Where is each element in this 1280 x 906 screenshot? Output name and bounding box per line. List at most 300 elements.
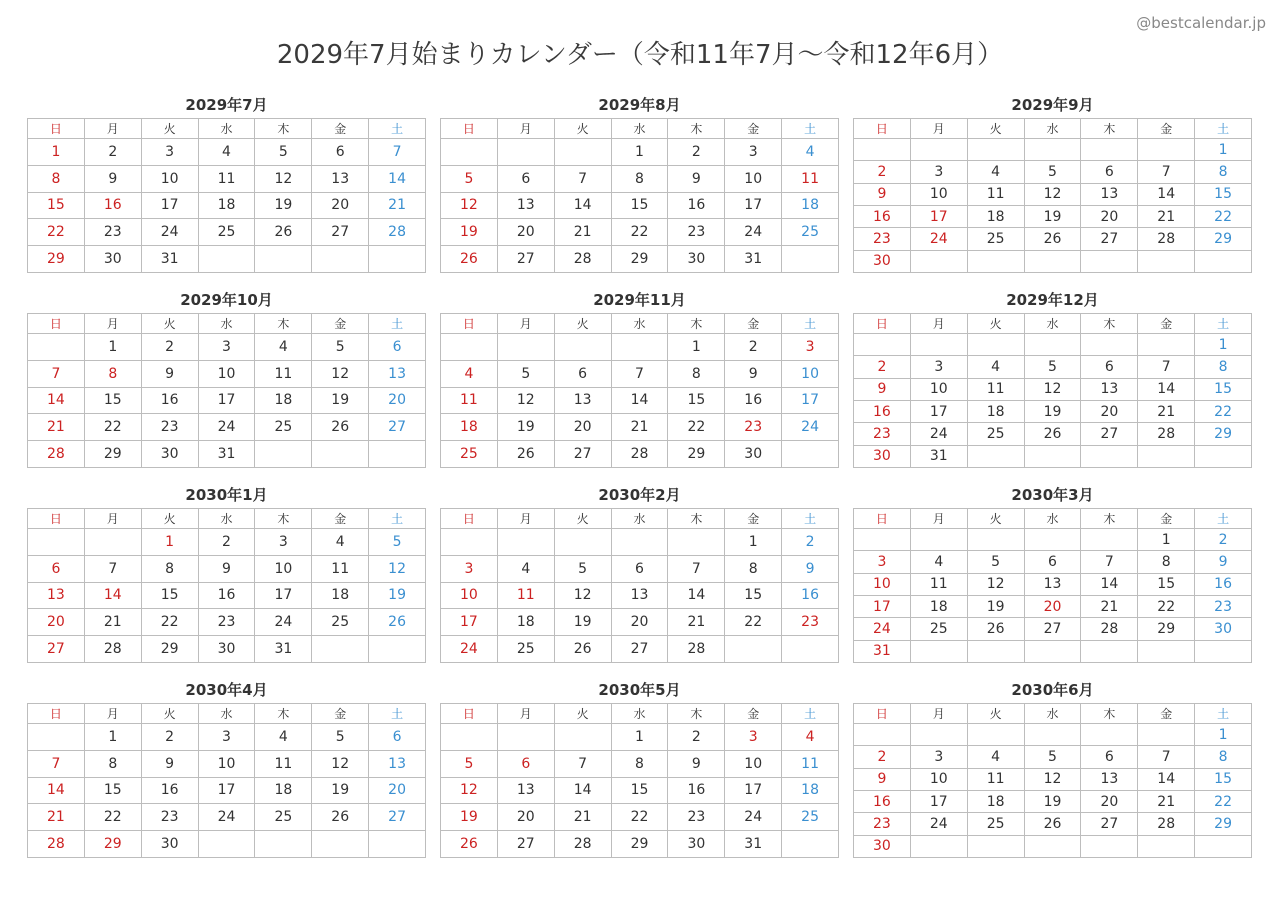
day-cell: 4 <box>255 724 312 751</box>
weekday-header: 水 <box>199 119 256 139</box>
month-title: 2029年7月 <box>185 96 268 114</box>
day-cell: 4 <box>782 724 839 751</box>
day-cell: 20 <box>1081 206 1138 228</box>
day-cell: 6 <box>498 751 555 778</box>
month-calendar <box>27 92 426 273</box>
empty-cell <box>1138 724 1195 746</box>
day-cell: 6 <box>498 166 555 193</box>
day-cell: 27 <box>612 636 669 663</box>
day-cell: 7 <box>555 751 612 778</box>
day-cell: 11 <box>782 751 839 778</box>
month-title: 2029年8月 <box>598 96 681 114</box>
weekday-header: 木 <box>255 314 312 334</box>
day-cell: 30 <box>668 246 725 273</box>
day-cell: 16 <box>85 193 142 220</box>
day-cell: 18 <box>968 206 1025 228</box>
empty-cell <box>555 139 612 166</box>
month-grid <box>853 703 1252 858</box>
day-cell: 20 <box>1081 791 1138 813</box>
day-cell: 1 <box>1195 334 1252 356</box>
empty-cell <box>612 334 669 361</box>
weekday-header: 水 <box>1025 119 1082 139</box>
weekday-header: 土 <box>369 314 426 334</box>
day-cell: 2 <box>854 161 911 183</box>
empty-cell <box>369 831 426 858</box>
day-cell: 6 <box>555 361 612 388</box>
empty-cell <box>555 334 612 361</box>
weekday-header: 火 <box>142 314 199 334</box>
weekday-header: 金 <box>312 704 369 724</box>
day-cell: 25 <box>968 813 1025 835</box>
day-cell: 27 <box>1081 423 1138 445</box>
day-cell: 13 <box>498 778 555 805</box>
day-cell: 4 <box>498 556 555 583</box>
empty-cell <box>782 831 839 858</box>
weekday-header: 日 <box>854 314 911 334</box>
day-cell: 13 <box>369 751 426 778</box>
month-grid <box>853 118 1252 273</box>
day-cell: 14 <box>28 388 85 415</box>
day-cell: 30 <box>142 831 199 858</box>
weekday-header: 木 <box>255 509 312 529</box>
day-cell: 18 <box>199 193 256 220</box>
day-cell: 5 <box>441 751 498 778</box>
day-cell: 9 <box>668 166 725 193</box>
empty-cell <box>441 529 498 556</box>
weekday-header: 月 <box>85 704 142 724</box>
empty-cell <box>312 441 369 468</box>
day-cell: 5 <box>312 724 369 751</box>
day-cell: 17 <box>911 401 968 423</box>
day-cell: 1 <box>612 139 669 166</box>
weekday-header: 日 <box>854 119 911 139</box>
day-cell: 28 <box>28 831 85 858</box>
day-cell: 22 <box>85 414 142 441</box>
day-cell: 15 <box>85 388 142 415</box>
day-cell: 8 <box>85 751 142 778</box>
day-cell: 11 <box>255 361 312 388</box>
empty-cell <box>369 246 426 273</box>
day-cell: 3 <box>199 724 256 751</box>
day-cell: 2 <box>668 724 725 751</box>
empty-cell <box>911 334 968 356</box>
empty-cell <box>911 529 968 551</box>
day-cell: 26 <box>555 636 612 663</box>
day-cell: 27 <box>369 804 426 831</box>
day-cell: 19 <box>441 804 498 831</box>
weekday-header: 水 <box>1025 314 1082 334</box>
month-title: 2029年10月 <box>180 291 273 309</box>
day-cell: 19 <box>968 596 1025 618</box>
day-cell: 22 <box>668 414 725 441</box>
day-cell: 13 <box>28 583 85 610</box>
empty-cell <box>255 441 312 468</box>
day-cell: 29 <box>1195 228 1252 250</box>
day-cell: 22 <box>142 609 199 636</box>
month-calendar <box>853 287 1252 468</box>
day-cell: 20 <box>612 609 669 636</box>
weekday-header: 月 <box>911 704 968 724</box>
day-cell: 7 <box>85 556 142 583</box>
day-cell: 5 <box>555 556 612 583</box>
month-calendar <box>440 677 839 858</box>
empty-cell <box>1138 836 1195 858</box>
month-calendar <box>440 92 839 273</box>
weekday-header: 木 <box>1081 704 1138 724</box>
day-cell: 9 <box>142 361 199 388</box>
day-cell: 31 <box>255 636 312 663</box>
day-cell: 30 <box>1195 618 1252 640</box>
day-cell: 1 <box>612 724 669 751</box>
day-cell: 7 <box>1138 161 1195 183</box>
day-cell: 10 <box>725 751 782 778</box>
empty-cell <box>1138 334 1195 356</box>
month-title: 2029年12月 <box>1006 291 1099 309</box>
day-cell: 8 <box>668 361 725 388</box>
empty-cell <box>1025 251 1082 273</box>
day-cell: 12 <box>1025 184 1082 206</box>
day-cell: 1 <box>85 334 142 361</box>
weekday-header: 水 <box>612 314 669 334</box>
day-cell: 23 <box>85 219 142 246</box>
day-cell: 17 <box>725 778 782 805</box>
day-cell: 11 <box>312 556 369 583</box>
weekday-header: 土 <box>1195 704 1252 724</box>
day-cell: 17 <box>911 791 968 813</box>
day-cell: 20 <box>555 414 612 441</box>
empty-cell <box>255 246 312 273</box>
empty-cell <box>199 246 256 273</box>
weekday-header: 月 <box>911 119 968 139</box>
weekday-header: 日 <box>28 704 85 724</box>
day-cell: 5 <box>369 529 426 556</box>
weekday-header: 水 <box>612 119 669 139</box>
day-cell: 6 <box>1081 746 1138 768</box>
day-cell: 13 <box>612 583 669 610</box>
weekday-header: 金 <box>725 704 782 724</box>
month-grid <box>440 703 839 858</box>
weekday-header: 日 <box>28 119 85 139</box>
day-cell: 28 <box>555 831 612 858</box>
day-cell: 15 <box>1195 769 1252 791</box>
day-cell: 5 <box>498 361 555 388</box>
day-cell: 18 <box>312 583 369 610</box>
day-cell: 18 <box>441 414 498 441</box>
empty-cell <box>911 251 968 273</box>
day-cell: 10 <box>911 379 968 401</box>
day-cell: 23 <box>668 219 725 246</box>
day-cell: 20 <box>312 193 369 220</box>
day-cell: 2 <box>142 334 199 361</box>
empty-cell <box>968 836 1025 858</box>
day-cell: 25 <box>968 228 1025 250</box>
day-cell: 19 <box>1025 791 1082 813</box>
day-cell: 12 <box>441 193 498 220</box>
day-cell: 21 <box>28 414 85 441</box>
day-cell: 7 <box>28 751 85 778</box>
day-cell: 14 <box>555 778 612 805</box>
day-cell: 28 <box>668 636 725 663</box>
weekday-header: 木 <box>668 704 725 724</box>
empty-cell <box>968 724 1025 746</box>
day-cell: 7 <box>1138 356 1195 378</box>
weekday-header: 木 <box>255 119 312 139</box>
empty-cell <box>1025 836 1082 858</box>
empty-cell <box>28 724 85 751</box>
day-cell: 6 <box>1025 551 1082 573</box>
day-cell: 16 <box>725 388 782 415</box>
weekday-header: 木 <box>255 704 312 724</box>
day-cell: 8 <box>1195 746 1252 768</box>
day-cell: 12 <box>255 166 312 193</box>
day-cell: 31 <box>142 246 199 273</box>
weekday-header: 木 <box>668 314 725 334</box>
day-cell: 21 <box>668 609 725 636</box>
weekday-header: 火 <box>968 704 1025 724</box>
day-cell: 29 <box>85 441 142 468</box>
empty-cell <box>28 529 85 556</box>
weekday-header: 木 <box>668 119 725 139</box>
day-cell: 21 <box>85 609 142 636</box>
day-cell: 7 <box>369 139 426 166</box>
day-cell: 1 <box>28 139 85 166</box>
day-cell: 12 <box>1025 379 1082 401</box>
weekday-header: 火 <box>968 314 1025 334</box>
weekday-header: 月 <box>911 314 968 334</box>
day-cell: 8 <box>142 556 199 583</box>
day-cell: 27 <box>1025 618 1082 640</box>
day-cell: 27 <box>555 441 612 468</box>
weekday-header: 金 <box>725 314 782 334</box>
day-cell: 21 <box>555 804 612 831</box>
empty-cell <box>968 446 1025 468</box>
day-cell: 20 <box>498 219 555 246</box>
day-cell: 3 <box>911 356 968 378</box>
day-cell: 8 <box>1138 551 1195 573</box>
month-calendar <box>853 482 1252 663</box>
day-cell: 9 <box>142 751 199 778</box>
day-cell: 14 <box>369 166 426 193</box>
day-cell: 28 <box>28 441 85 468</box>
day-cell: 30 <box>854 251 911 273</box>
day-cell: 12 <box>441 778 498 805</box>
day-cell: 9 <box>668 751 725 778</box>
day-cell: 24 <box>142 219 199 246</box>
day-cell: 19 <box>255 193 312 220</box>
weekday-header: 金 <box>1138 509 1195 529</box>
weekday-header: 火 <box>142 119 199 139</box>
day-cell: 20 <box>1081 401 1138 423</box>
day-cell: 13 <box>1081 184 1138 206</box>
weekday-header: 土 <box>782 119 839 139</box>
weekday-header: 金 <box>312 119 369 139</box>
day-cell: 29 <box>1138 618 1195 640</box>
day-cell: 2 <box>782 529 839 556</box>
day-cell: 14 <box>1081 574 1138 596</box>
day-cell: 27 <box>312 219 369 246</box>
day-cell: 25 <box>441 441 498 468</box>
day-cell: 13 <box>369 361 426 388</box>
month-title: 2030年5月 <box>598 681 681 699</box>
weekday-header: 水 <box>612 509 669 529</box>
day-cell: 16 <box>199 583 256 610</box>
weekday-header: 日 <box>854 509 911 529</box>
day-cell: 18 <box>968 401 1025 423</box>
day-cell: 13 <box>312 166 369 193</box>
empty-cell <box>911 724 968 746</box>
day-cell: 15 <box>28 193 85 220</box>
day-cell: 25 <box>498 636 555 663</box>
day-cell: 17 <box>199 388 256 415</box>
day-cell: 30 <box>668 831 725 858</box>
weekday-header: 日 <box>441 704 498 724</box>
day-cell: 3 <box>911 161 968 183</box>
day-cell: 22 <box>85 804 142 831</box>
day-cell: 19 <box>555 609 612 636</box>
day-cell: 1 <box>1195 724 1252 746</box>
day-cell: 2 <box>725 334 782 361</box>
day-cell: 9 <box>199 556 256 583</box>
weekday-header: 日 <box>441 509 498 529</box>
day-cell: 22 <box>1195 791 1252 813</box>
day-cell: 6 <box>612 556 669 583</box>
day-cell: 5 <box>441 166 498 193</box>
day-cell: 17 <box>199 778 256 805</box>
empty-cell <box>911 139 968 161</box>
day-cell: 14 <box>85 583 142 610</box>
empty-cell <box>441 724 498 751</box>
day-cell: 30 <box>854 836 911 858</box>
empty-cell <box>1138 446 1195 468</box>
weekday-header: 土 <box>369 509 426 529</box>
day-cell: 18 <box>255 388 312 415</box>
day-cell: 3 <box>199 334 256 361</box>
day-cell: 18 <box>782 778 839 805</box>
day-cell: 2 <box>854 356 911 378</box>
month-grid <box>853 508 1252 663</box>
day-cell: 26 <box>1025 813 1082 835</box>
day-cell: 25 <box>199 219 256 246</box>
day-cell: 13 <box>1025 574 1082 596</box>
day-cell: 25 <box>911 618 968 640</box>
day-cell: 20 <box>498 804 555 831</box>
day-cell: 10 <box>782 361 839 388</box>
day-cell: 3 <box>142 139 199 166</box>
empty-cell <box>1195 641 1252 663</box>
day-cell: 12 <box>1025 769 1082 791</box>
day-cell: 19 <box>312 778 369 805</box>
weekday-header: 金 <box>312 509 369 529</box>
day-cell: 21 <box>612 414 669 441</box>
day-cell: 16 <box>668 193 725 220</box>
day-cell: 27 <box>498 246 555 273</box>
day-cell: 7 <box>1081 551 1138 573</box>
day-cell: 16 <box>1195 574 1252 596</box>
day-cell: 24 <box>199 804 256 831</box>
day-cell: 12 <box>968 574 1025 596</box>
day-cell: 25 <box>255 804 312 831</box>
day-cell: 15 <box>612 778 669 805</box>
day-cell: 5 <box>312 334 369 361</box>
month-grid <box>27 508 426 663</box>
empty-cell <box>312 246 369 273</box>
day-cell: 23 <box>668 804 725 831</box>
day-cell: 11 <box>968 184 1025 206</box>
day-cell: 25 <box>312 609 369 636</box>
day-cell: 5 <box>1025 161 1082 183</box>
empty-cell <box>441 334 498 361</box>
weekday-header: 火 <box>555 509 612 529</box>
weekday-header: 金 <box>1138 119 1195 139</box>
months-grid <box>27 92 1253 858</box>
day-cell: 23 <box>142 414 199 441</box>
day-cell: 29 <box>142 636 199 663</box>
day-cell: 4 <box>782 139 839 166</box>
day-cell: 25 <box>255 414 312 441</box>
day-cell: 4 <box>312 529 369 556</box>
day-cell: 10 <box>854 574 911 596</box>
day-cell: 7 <box>28 361 85 388</box>
weekday-header: 水 <box>199 509 256 529</box>
month-title: 2029年9月 <box>1011 96 1094 114</box>
empty-cell <box>312 636 369 663</box>
day-cell: 2 <box>142 724 199 751</box>
weekday-header: 土 <box>782 704 839 724</box>
day-cell: 30 <box>85 246 142 273</box>
day-cell: 8 <box>725 556 782 583</box>
empty-cell <box>1138 251 1195 273</box>
day-cell: 28 <box>612 441 669 468</box>
month-calendar <box>440 482 839 663</box>
day-cell: 11 <box>441 388 498 415</box>
day-cell: 26 <box>312 414 369 441</box>
day-cell: 12 <box>498 388 555 415</box>
day-cell: 1 <box>85 724 142 751</box>
day-cell: 18 <box>782 193 839 220</box>
day-cell: 26 <box>968 618 1025 640</box>
day-cell: 1 <box>1195 139 1252 161</box>
weekday-header: 日 <box>28 509 85 529</box>
day-cell: 22 <box>28 219 85 246</box>
day-cell: 28 <box>369 219 426 246</box>
day-cell: 8 <box>612 166 669 193</box>
day-cell: 26 <box>498 441 555 468</box>
day-cell: 4 <box>911 551 968 573</box>
empty-cell <box>854 724 911 746</box>
day-cell: 16 <box>142 778 199 805</box>
day-cell: 20 <box>369 388 426 415</box>
day-cell: 17 <box>782 388 839 415</box>
site-credit: @bestcalendar.jp <box>1136 14 1266 32</box>
day-cell: 24 <box>725 804 782 831</box>
month-grid <box>27 118 426 273</box>
day-cell: 12 <box>312 361 369 388</box>
day-cell: 10 <box>255 556 312 583</box>
day-cell: 24 <box>911 228 968 250</box>
day-cell: 28 <box>85 636 142 663</box>
day-cell: 24 <box>441 636 498 663</box>
day-cell: 27 <box>28 636 85 663</box>
day-cell: 19 <box>312 388 369 415</box>
month-grid <box>440 508 839 663</box>
day-cell: 22 <box>1195 401 1252 423</box>
day-cell: 22 <box>612 804 669 831</box>
empty-cell <box>668 529 725 556</box>
day-cell: 7 <box>1138 746 1195 768</box>
month-calendar <box>853 92 1252 273</box>
day-cell: 23 <box>854 423 911 445</box>
day-cell: 13 <box>1081 769 1138 791</box>
